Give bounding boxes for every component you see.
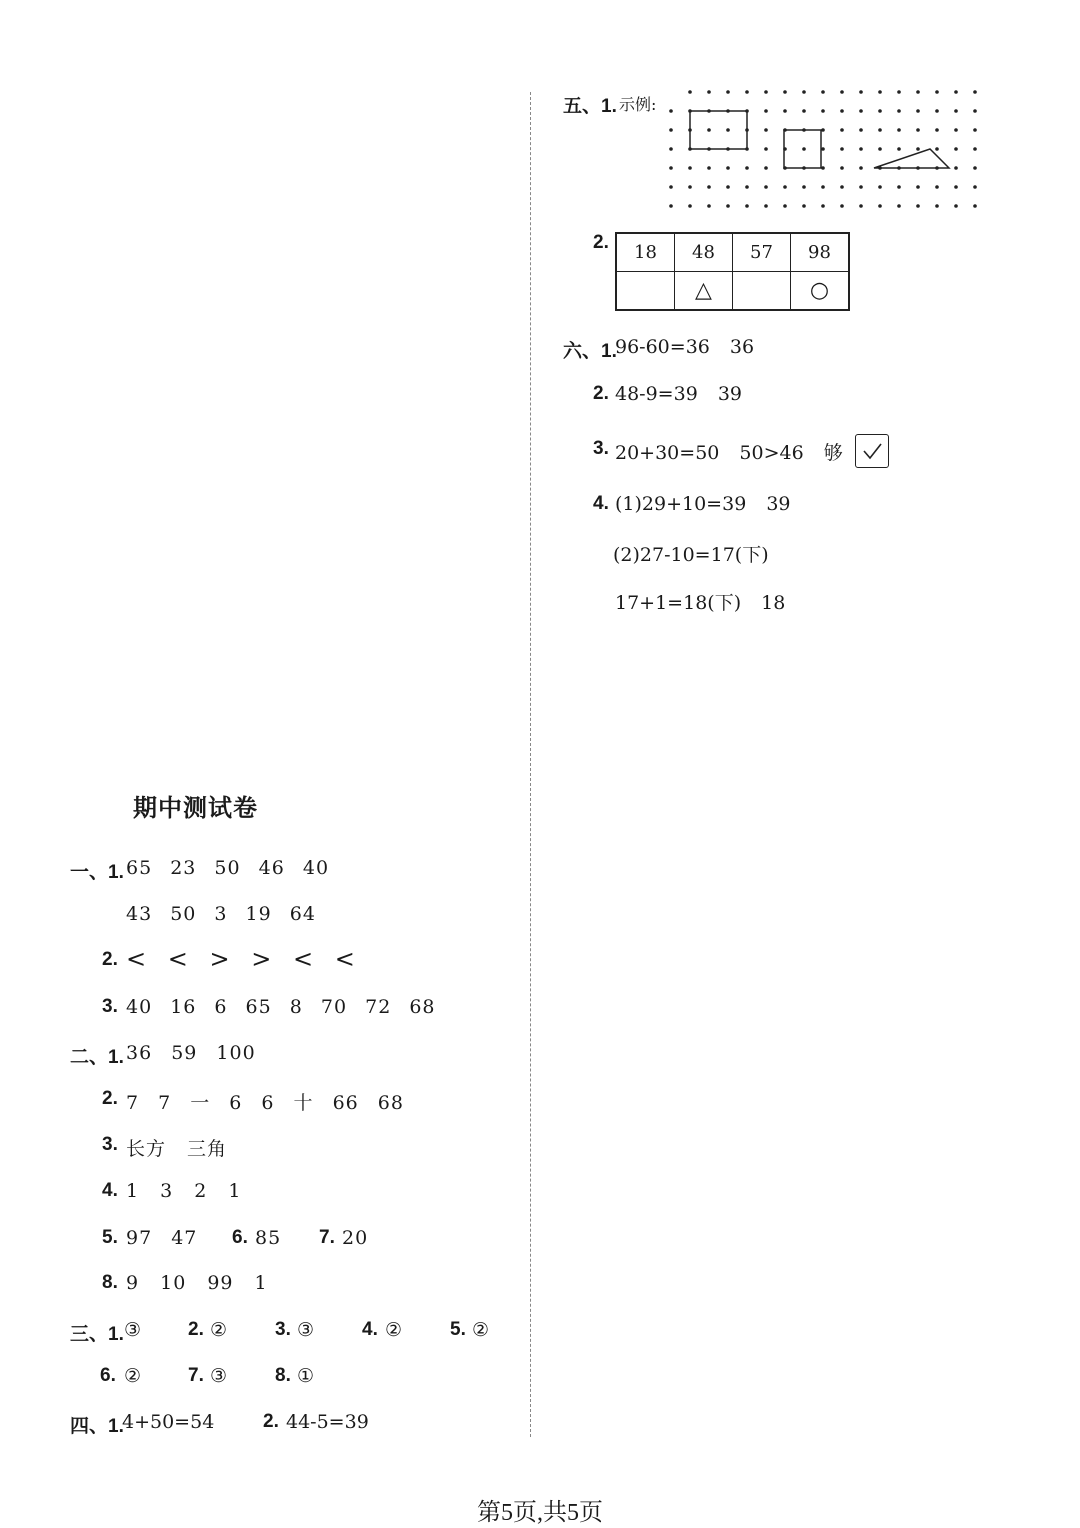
grid-dot [916, 204, 920, 208]
grid-dot [764, 109, 768, 113]
part3-q4-num: 4. [362, 1319, 378, 1340]
grid-dot [726, 90, 730, 94]
grid-dot [859, 185, 863, 189]
part6-q2-num: 2. [593, 383, 609, 404]
grid-dot [821, 109, 825, 113]
part6-q3-num: 3. [593, 438, 609, 459]
grid-dot [840, 128, 844, 132]
grid-dot [802, 147, 806, 151]
grid-dot [859, 147, 863, 151]
grid-dot [897, 185, 901, 189]
grid-dot [783, 204, 787, 208]
part3-q5-answer: ② [472, 1319, 491, 1341]
part4-q2-answer: 44-5=39 [286, 1411, 369, 1433]
grid-dot [688, 90, 692, 94]
grid-dot [726, 185, 730, 189]
grid-dot [954, 185, 958, 189]
part3-q8-answer: ① [297, 1365, 316, 1387]
part3-q7-num: 7. [188, 1365, 204, 1386]
grid-dot [916, 109, 920, 113]
part2-q1-answer: 36 59 100 [126, 1042, 256, 1064]
grid-dot [954, 147, 958, 151]
grid-dot [973, 147, 977, 151]
part1-q2-answer: < < > > < < [126, 945, 356, 973]
rectangle-shape [690, 111, 747, 149]
grid-dot [859, 204, 863, 208]
grid-dot [726, 166, 730, 170]
grid-dot [935, 147, 939, 151]
part2-q4-num: 4. [102, 1180, 118, 1201]
grid-dot [821, 185, 825, 189]
part3-q2-num: 2. [188, 1319, 204, 1340]
table-cell: 48 [675, 233, 733, 272]
part3-q2-answer: ② [210, 1319, 229, 1341]
page-footer: 第5页,共5页 [477, 1500, 603, 1526]
grid-dot [669, 185, 673, 189]
part6-q4-line2: (2)27-10=17(下) [613, 544, 769, 566]
grid-dot [840, 185, 844, 189]
grid-dot [783, 109, 787, 113]
grid-dot [897, 90, 901, 94]
column-divider [530, 92, 531, 1437]
grid-dot [840, 147, 844, 151]
part2-q3-num: 3. [102, 1134, 118, 1155]
grid-dot [878, 128, 882, 132]
table-row-marks [616, 272, 849, 311]
grid-dot [745, 90, 749, 94]
grid-dot [669, 147, 673, 151]
grid-dot [764, 185, 768, 189]
triangle-shape [874, 149, 949, 168]
part6-q3-answer: 20+30=50 50>46 够 [615, 442, 843, 464]
part2-q8-answer: 9 10 99 1 [126, 1272, 268, 1294]
part2-q4-answer: 1 3 2 1 [126, 1180, 242, 1202]
triangle-mark: △ [675, 272, 733, 311]
table-cell: 18 [616, 233, 675, 272]
part2-label: 二、1. [70, 1047, 124, 1068]
grid-dot [859, 109, 863, 113]
grid-dot [916, 128, 920, 132]
grid-dot [935, 128, 939, 132]
grid-dot [745, 185, 749, 189]
part3-q5-num: 5. [450, 1319, 466, 1340]
check-icon [856, 435, 888, 467]
part4-q1-answer: 4+50=54 [122, 1411, 215, 1433]
grid-dot [973, 166, 977, 170]
grid-dot [897, 109, 901, 113]
grid-dot [916, 90, 920, 94]
grid-dot [764, 204, 768, 208]
part3-q6-num: 6. [100, 1365, 116, 1386]
part4-q2-num: 2. [263, 1411, 279, 1432]
grid-dot [669, 166, 673, 170]
part1-label: 一、1. [70, 862, 124, 883]
part2-q2-num: 2. [102, 1088, 118, 1109]
part6-q4-line1: (1)29+10=39 39 [615, 493, 791, 515]
part2-q3-answer: 长方 三角 [126, 1138, 228, 1160]
grid-dot [840, 166, 844, 170]
dot-grid-figure [660, 85, 1000, 215]
grid-dot [726, 128, 730, 132]
circle-mark: ○ [791, 272, 850, 311]
grid-dot [669, 109, 673, 113]
table-cell [733, 272, 791, 311]
part3-q4-answer: ② [385, 1319, 404, 1341]
grid-dot [802, 109, 806, 113]
grid-dot [973, 90, 977, 94]
part1-q1-line1: 65 23 50 46 40 [126, 857, 330, 879]
grid-dot [973, 109, 977, 113]
grid-dot [878, 109, 882, 113]
grid-dot [897, 204, 901, 208]
section-title: 期中测试卷 [133, 794, 258, 822]
grid-dot [954, 128, 958, 132]
part3-q1-answer: ③ [124, 1319, 143, 1341]
grid-dot [935, 109, 939, 113]
part3-label: 三、1. [70, 1324, 124, 1345]
grid-dot [859, 166, 863, 170]
grid-dot [973, 204, 977, 208]
part1-q1-line2: 43 50 3 19 64 [126, 903, 316, 925]
grid-dot [745, 166, 749, 170]
grid-dot [707, 90, 711, 94]
part1-q3-num: 3. [102, 996, 118, 1017]
grid-dot [745, 204, 749, 208]
grid-dot [935, 185, 939, 189]
table-row-numbers [616, 233, 849, 272]
grid-dot [764, 90, 768, 94]
part3-q8-num: 8. [275, 1365, 291, 1386]
checkbox-checked [855, 434, 889, 468]
grid-dot [688, 166, 692, 170]
grid-dot [688, 204, 692, 208]
part6-label: 六、1. [563, 341, 617, 362]
grid-dot [878, 147, 882, 151]
table-cell [616, 272, 675, 311]
grid-dot [840, 109, 844, 113]
part6-q2-answer: 48-9=39 39 [615, 383, 742, 405]
grid-dot [688, 185, 692, 189]
grid-dot [859, 128, 863, 132]
grid-dot [840, 90, 844, 94]
grid-dot [897, 147, 901, 151]
part6-q4-line3: 17+1=18(下) 18 [615, 592, 786, 614]
part5-label: 五、1. [563, 96, 617, 117]
grid-dot [707, 204, 711, 208]
grid-dot [783, 90, 787, 94]
grid-dot [859, 90, 863, 94]
grid-dot [954, 109, 958, 113]
grid-dot [783, 185, 787, 189]
table-cell: 57 [733, 233, 791, 272]
grid-dot [802, 90, 806, 94]
position-table [615, 232, 850, 311]
part3-q7-answer: ③ [210, 1365, 229, 1387]
part2-q7-answer: 20 [342, 1227, 369, 1249]
grid-dot [669, 204, 673, 208]
grid-dot [840, 204, 844, 208]
grid-dot [707, 128, 711, 132]
part6-q4-num: 4. [593, 493, 609, 514]
part3-q6-answer: ② [124, 1365, 143, 1387]
part2-q5-num: 5. [102, 1227, 118, 1248]
grid-dot [897, 128, 901, 132]
part3-q3-num: 3. [275, 1319, 291, 1340]
part1-q3-answer: 40 16 6 65 8 70 72 68 [126, 996, 436, 1018]
part5-q2-num: 2. [593, 232, 609, 253]
grid-dot [954, 204, 958, 208]
part2-q8-num: 8. [102, 1272, 118, 1293]
grid-dot [707, 185, 711, 189]
part2-q7-num: 7. [319, 1227, 335, 1248]
grid-dot [973, 128, 977, 132]
grid-dot [878, 185, 882, 189]
grid-dot [764, 147, 768, 151]
grid-dot [935, 90, 939, 94]
grid-dot [764, 128, 768, 132]
grid-dot [707, 166, 711, 170]
part2-q6-answer: 85 [255, 1227, 282, 1249]
grid-dot [973, 185, 977, 189]
part1-q2-num: 2. [102, 949, 118, 970]
grid-dot [764, 166, 768, 170]
grid-dot [821, 204, 825, 208]
part6-q1-answer: 96-60=36 36 [615, 336, 755, 358]
grid-dot [821, 90, 825, 94]
grid-dot [935, 204, 939, 208]
grid-dot [726, 204, 730, 208]
grid-dot [916, 185, 920, 189]
table-cell: 98 [791, 233, 850, 272]
grid-dot [878, 204, 882, 208]
grid-dot [802, 185, 806, 189]
part2-q2-answer: 7 7 一 6 6 十 66 68 [126, 1092, 404, 1114]
part2-q5-answer: 97 47 [126, 1227, 198, 1249]
part5-example-label: 示例: [619, 95, 657, 114]
part3-q3-answer: ③ [297, 1319, 316, 1341]
grid-dot [802, 204, 806, 208]
grid-dot [916, 147, 920, 151]
part2-q6-num: 6. [232, 1227, 248, 1248]
grid-dot [878, 90, 882, 94]
part4-label: 四、1. [70, 1416, 124, 1437]
grid-dot [954, 166, 958, 170]
grid-dot [954, 90, 958, 94]
grid-dot [669, 128, 673, 132]
